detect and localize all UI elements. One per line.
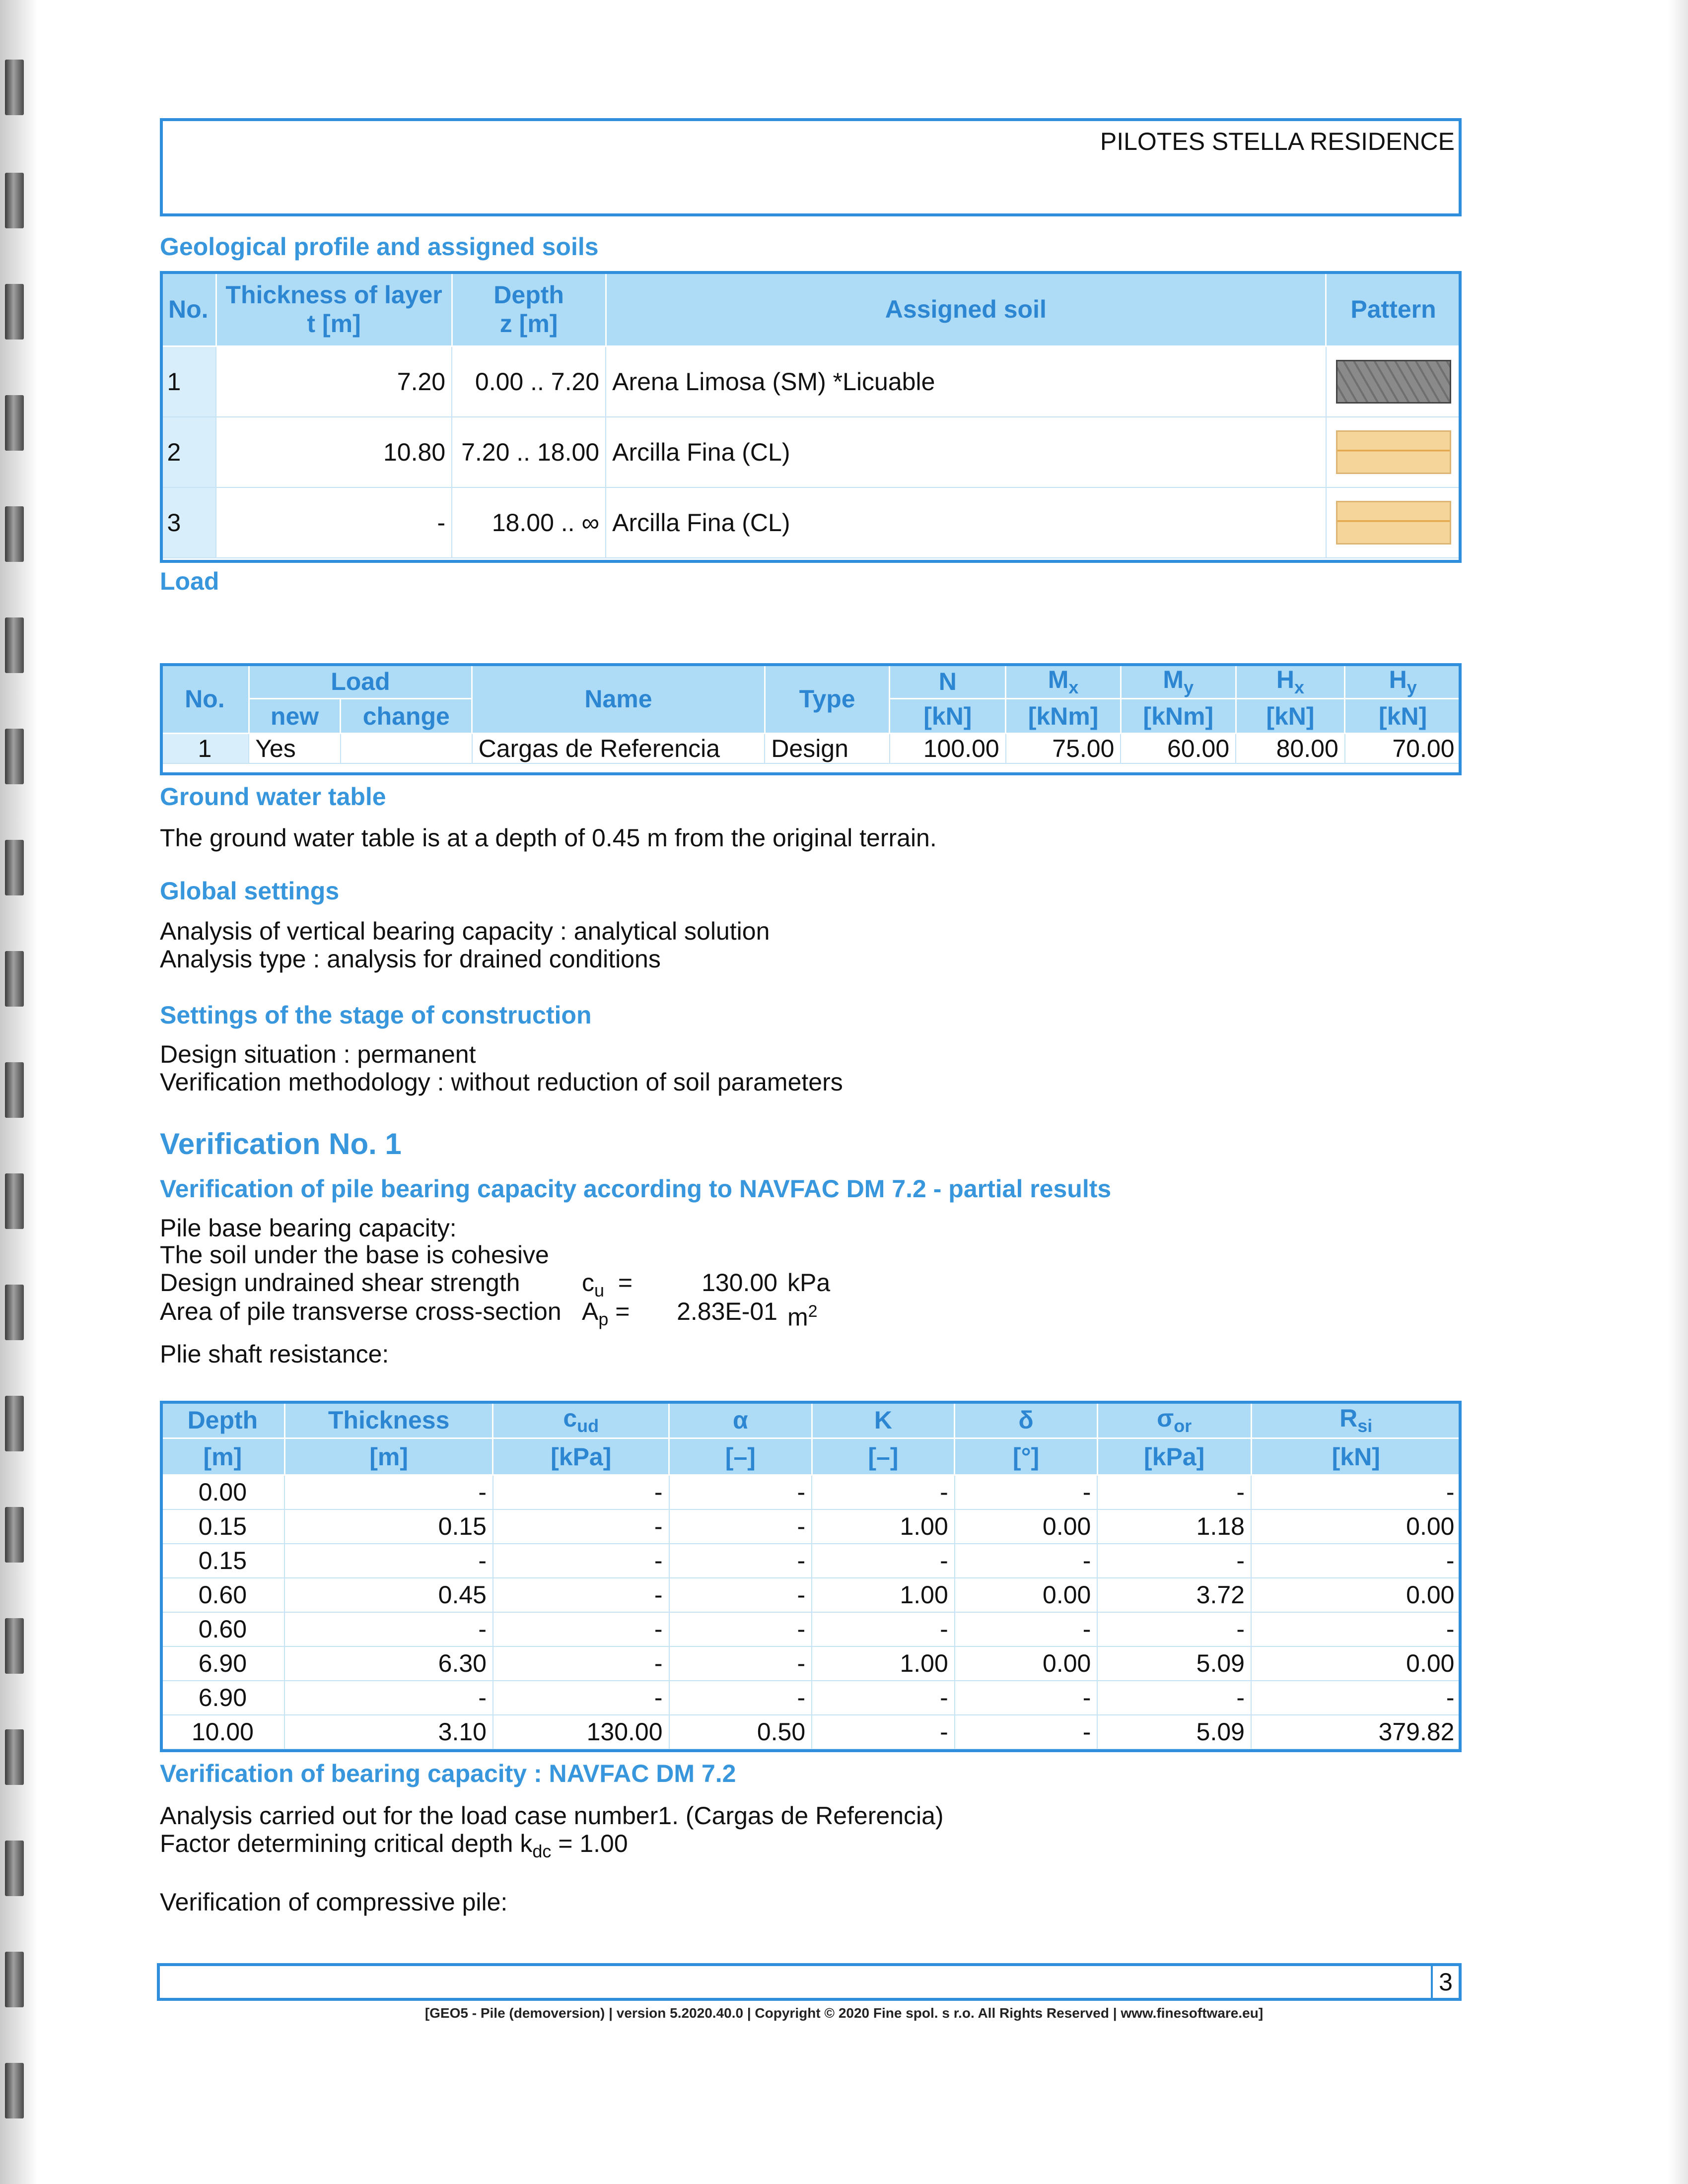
shaft-header-rsi: $R_{si}$ (1251, 1402, 1461, 1438)
shaft-depth: 6.90 (161, 1646, 285, 1681)
binding-ring (5, 1507, 24, 1563)
binding-ring (5, 1062, 24, 1118)
geo-thickness: 7.20 (216, 346, 452, 417)
silty-sand-pattern-icon (1336, 360, 1451, 404)
stage-line-1: Design situation : permanent (160, 1040, 476, 1068)
geo-thickness: 10.80 (216, 417, 452, 487)
ap-expression: $A_p$ = (582, 1297, 630, 1329)
shaft-delta: 0.00 (955, 1509, 1098, 1544)
software-footnote: [GEO5 - Pile (demoversion) | version 5.2020.40.0 | Copyright © 2020 Fine spol. s r.o. All Rights Reserved | www.finesoftware.eu] (424, 2005, 1264, 2021)
shaft-header-depth: Depth (161, 1402, 285, 1438)
geo-pattern (1326, 346, 1461, 417)
geo-header-depth: Depth z [m] (452, 272, 606, 346)
load-header-my: $M_y$ (1121, 664, 1236, 699)
shaft-depth: 0.60 (161, 1578, 285, 1612)
shaft-cud: - (493, 1612, 669, 1646)
load-type: Design (765, 734, 890, 764)
binding-ring (5, 173, 24, 228)
table-row (161, 487, 1461, 558)
shaft-table-body (161, 1475, 1461, 1749)
table-row (161, 1646, 1461, 1681)
shaft-cud: - (493, 1475, 669, 1509)
shaft-k: - (812, 1681, 955, 1715)
load-header-new: new (249, 699, 341, 734)
table-row (161, 1681, 1461, 1715)
table-row (161, 346, 1461, 417)
shaft-unit-cud: [kPa] (493, 1438, 669, 1475)
shaft-alpha: - (669, 1509, 812, 1544)
load-header-mx: $M_x$ (1006, 664, 1121, 699)
load-header-no: No. (161, 664, 249, 734)
shaft-delta: 0.00 (955, 1646, 1098, 1681)
shaft-thickness: - (284, 1612, 493, 1646)
shaft-rsi: - (1251, 1544, 1461, 1578)
shaft-thickness: 0.15 (284, 1509, 493, 1544)
shaft-header-k: K (812, 1402, 955, 1438)
binding-ring (5, 1952, 24, 2007)
shaft-delta: - (955, 1544, 1098, 1578)
shaft-cud: - (493, 1646, 669, 1681)
shaft-alpha: - (669, 1475, 812, 1509)
shaft-delta: - (955, 1681, 1098, 1715)
table-row (161, 1612, 1461, 1646)
load-new: Yes (249, 734, 341, 764)
shaft-depth: 0.00 (161, 1475, 285, 1509)
shaft-k: - (812, 1475, 955, 1509)
shaft-depth: 10.00 (161, 1715, 285, 1749)
shaft-unit-rsi: [kN] (1251, 1438, 1461, 1475)
shaft-unit-delta: [°] (955, 1438, 1098, 1475)
geo-table (160, 271, 1462, 558)
shaft-alpha: 0.50 (669, 1715, 812, 1749)
geo-depth: 18.00 .. ∞ (452, 487, 606, 558)
page-number: 3 (1431, 1966, 1459, 1998)
load-n: 100.00 (890, 734, 1006, 764)
geo-no: 2 (161, 417, 216, 487)
shaft-alpha: - (669, 1681, 812, 1715)
shaft-cud: - (493, 1578, 669, 1612)
table-row (161, 1475, 1461, 1509)
project-title: PILOTES STELLA RESIDENCE (1100, 128, 1455, 155)
load-hy: 70.00 (1345, 734, 1461, 764)
global-section-title: Global settings (160, 877, 340, 905)
shaft-rsi: 0.00 (1251, 1578, 1461, 1612)
binding-ring (5, 951, 24, 1007)
ap-label: Area of pile transverse cross-section (160, 1297, 562, 1325)
shaft-delta: - (955, 1612, 1098, 1646)
table-row (161, 417, 1461, 487)
shaft-sor: 5.09 (1097, 1646, 1251, 1681)
stage-section-title: Settings of the stage of construction (160, 1001, 592, 1029)
load-header-type: Type (765, 664, 890, 734)
shaft-k: 1.00 (812, 1646, 955, 1681)
page-footer (157, 1963, 1462, 2001)
load-header-change: change (341, 699, 472, 734)
load-unit-hx: [kN] (1236, 699, 1345, 734)
shaft-cud: 130.00 (493, 1715, 669, 1749)
geo-header-soil: Assigned soil (606, 272, 1326, 346)
page-edge-shadow (1668, 0, 1688, 2184)
shaft-rsi: 0.00 (1251, 1509, 1461, 1544)
shaft-alpha: - (669, 1646, 812, 1681)
ap-unit: $m^2$ (787, 1302, 818, 1331)
load-section-title: Load (160, 567, 219, 595)
table-row (161, 1578, 1461, 1612)
shaft-k: - (812, 1715, 955, 1749)
report-header (160, 118, 1462, 216)
shaft-rsi: - (1251, 1681, 1461, 1715)
shaft-k: 1.00 (812, 1509, 955, 1544)
shaft-sor: - (1097, 1544, 1251, 1578)
shaft-unit-thickness: [m] (284, 1438, 493, 1475)
shaft-thickness: 3.10 (284, 1715, 493, 1749)
shaft-unit-alpha: [–] (669, 1438, 812, 1475)
shaft-depth: 0.60 (161, 1612, 285, 1646)
verification-title: Verification No. 1 (160, 1127, 402, 1160)
clay-pattern-icon (1336, 501, 1451, 545)
geo-header-thickness: Thickness of layer t [m] (216, 272, 452, 346)
shaft-k: - (812, 1612, 955, 1646)
binding-ring (5, 1729, 24, 1785)
shaft-alpha: - (669, 1612, 812, 1646)
shaft-depth: 0.15 (161, 1509, 285, 1544)
shaft-unit-sor: [kPa] (1097, 1438, 1251, 1475)
shaft-k: 1.00 (812, 1578, 955, 1612)
clay-pattern-icon (1336, 430, 1451, 474)
shaft-depth: 0.15 (161, 1544, 285, 1578)
load-name: Cargas de Referencia (472, 734, 765, 764)
ap-row (160, 1297, 818, 1331)
cu-label: Design undrained shear strength (160, 1269, 520, 1297)
geo-no: 1 (161, 346, 216, 417)
shaft-sor: - (1097, 1475, 1251, 1509)
bearing-line-2: Factor determining critical depth $k_{dc} = 1.00$ (160, 1830, 628, 1861)
shaft-header-cud: $c_{ud}$ (493, 1402, 669, 1438)
shaft-rsi: 379.82 (1251, 1715, 1461, 1749)
load-header-name: Name (472, 664, 765, 734)
geo-soil: Arcilla Fina (CL) (606, 417, 1326, 487)
load-mx: 75.00 (1006, 734, 1121, 764)
shaft-sor: - (1097, 1612, 1251, 1646)
geo-pattern (1326, 417, 1461, 487)
shaft-thickness: 6.30 (284, 1646, 493, 1681)
binding-ring (5, 617, 24, 673)
shaft-delta: - (955, 1475, 1098, 1509)
shaft-header-sor: $\sigma_{or}$ (1097, 1402, 1251, 1438)
shaft-table (160, 1401, 1462, 1750)
shaft-header-alpha: α (669, 1402, 812, 1438)
load-unit-hy: [kN] (1345, 699, 1461, 734)
binding-ring (5, 1285, 24, 1340)
binding-ring (5, 729, 24, 784)
load-header-hx: $H_x$ (1236, 664, 1345, 699)
shaft-header-delta: δ (955, 1402, 1098, 1438)
shaft-thickness: 0.45 (284, 1578, 493, 1612)
verification-line-2: The soil under the base is cohesive (160, 1241, 549, 1269)
binding-ring (5, 1841, 24, 1896)
gwt-section-title: Ground water table (160, 783, 386, 811)
binding-ring (5, 1618, 24, 1674)
shaft-cud: - (493, 1509, 669, 1544)
shaft-rsi: - (1251, 1612, 1461, 1646)
shaft-intro: Plie shaft resistance: (160, 1340, 389, 1368)
load-unit-my: [kNm] (1121, 699, 1236, 734)
load-header-load: Load (249, 664, 472, 699)
shaft-rsi: - (1251, 1475, 1461, 1509)
shaft-depth: 6.90 (161, 1681, 285, 1715)
binding-ring (5, 1173, 24, 1229)
binding-ring (5, 395, 24, 451)
global-line-2: Analysis type : analysis for drained conditions (160, 945, 661, 973)
verification-line-1: Pile base bearing capacity: (160, 1214, 457, 1242)
geo-pattern (1326, 487, 1461, 558)
shaft-thickness: - (284, 1544, 493, 1578)
binding-ring (5, 840, 24, 895)
load-unit-mx: [kNm] (1006, 699, 1121, 734)
shaft-cud: - (493, 1681, 669, 1715)
geo-header-pattern: Pattern (1326, 272, 1461, 346)
spiral-binding (0, 0, 37, 2184)
geo-depth: 0.00 .. 7.20 (452, 346, 606, 417)
bearing-line-3: Verification of compressive pile: (160, 1888, 508, 1916)
load-header-n: N (890, 664, 1006, 699)
binding-ring (5, 1396, 24, 1451)
shaft-thickness: - (284, 1681, 493, 1715)
geo-thickness: - (216, 487, 452, 558)
shaft-unit-k: [–] (812, 1438, 955, 1475)
shaft-sor: 1.18 (1097, 1509, 1251, 1544)
gwt-text: The ground water table is at a depth of 0.45 m from the original terrain. (160, 824, 937, 852)
geo-soil: Arena Limosa (SM) *Licuable (606, 346, 1326, 417)
shaft-delta: - (955, 1715, 1098, 1749)
shaft-alpha: - (669, 1544, 812, 1578)
bearing-section-title: Verification of bearing capacity : NAVFAC DM 7.2 (160, 1760, 736, 1787)
verification-subtitle: Verification of pile bearing capacity according to NAVFAC DM 7.2 - partial results (160, 1175, 1112, 1203)
load-table (160, 663, 1462, 764)
binding-ring (5, 506, 24, 562)
load-change (341, 734, 472, 764)
shaft-delta: 0.00 (955, 1578, 1098, 1612)
binding-ring (5, 284, 24, 340)
table-row (161, 1544, 1461, 1578)
geo-section-title: Geological profile and assigned soils (160, 233, 599, 261)
ap-value: 2.83E-01 (677, 1297, 777, 1325)
load-unit-n: [kN] (890, 699, 1006, 734)
shaft-sor: 3.72 (1097, 1578, 1251, 1612)
shaft-alpha: - (669, 1578, 812, 1612)
shaft-unit-depth: [m] (161, 1438, 285, 1475)
load-header-hy: $H_y$ (1345, 664, 1461, 699)
geo-depth: 7.20 .. 18.00 (452, 417, 606, 487)
cu-value: 130.00 (702, 1269, 777, 1297)
load-no: 1 (161, 734, 249, 764)
binding-ring (5, 60, 24, 115)
cu-row (160, 1269, 831, 1300)
shaft-header-thickness: Thickness (284, 1402, 493, 1438)
cu-expression: $c_u$ = (582, 1269, 633, 1300)
load-hx: 80.00 (1236, 734, 1345, 764)
table-row (161, 1715, 1461, 1749)
shaft-sor: 5.09 (1097, 1715, 1251, 1749)
shaft-thickness: - (284, 1475, 493, 1509)
shaft-sor: - (1097, 1681, 1251, 1715)
geo-header-no: No. (161, 272, 216, 346)
stage-line-2: Verification methodology : without reduction of soil parameters (160, 1068, 843, 1096)
cu-unit: kPa (787, 1269, 831, 1297)
shaft-rsi: 0.00 (1251, 1646, 1461, 1681)
table-row (161, 734, 1461, 764)
table-row (161, 1509, 1461, 1544)
geo-soil: Arcilla Fina (CL) (606, 487, 1326, 558)
shaft-k: - (812, 1544, 955, 1578)
binding-ring (5, 2063, 24, 2118)
load-my: 60.00 (1121, 734, 1236, 764)
bearing-line-1: Analysis carried out for the load case number1. (Cargas de Referencia) (160, 1802, 944, 1830)
geo-no: 3 (161, 487, 216, 558)
global-line-1: Analysis of vertical bearing capacity : analytical solution (160, 917, 770, 945)
shaft-cud: - (493, 1544, 669, 1578)
